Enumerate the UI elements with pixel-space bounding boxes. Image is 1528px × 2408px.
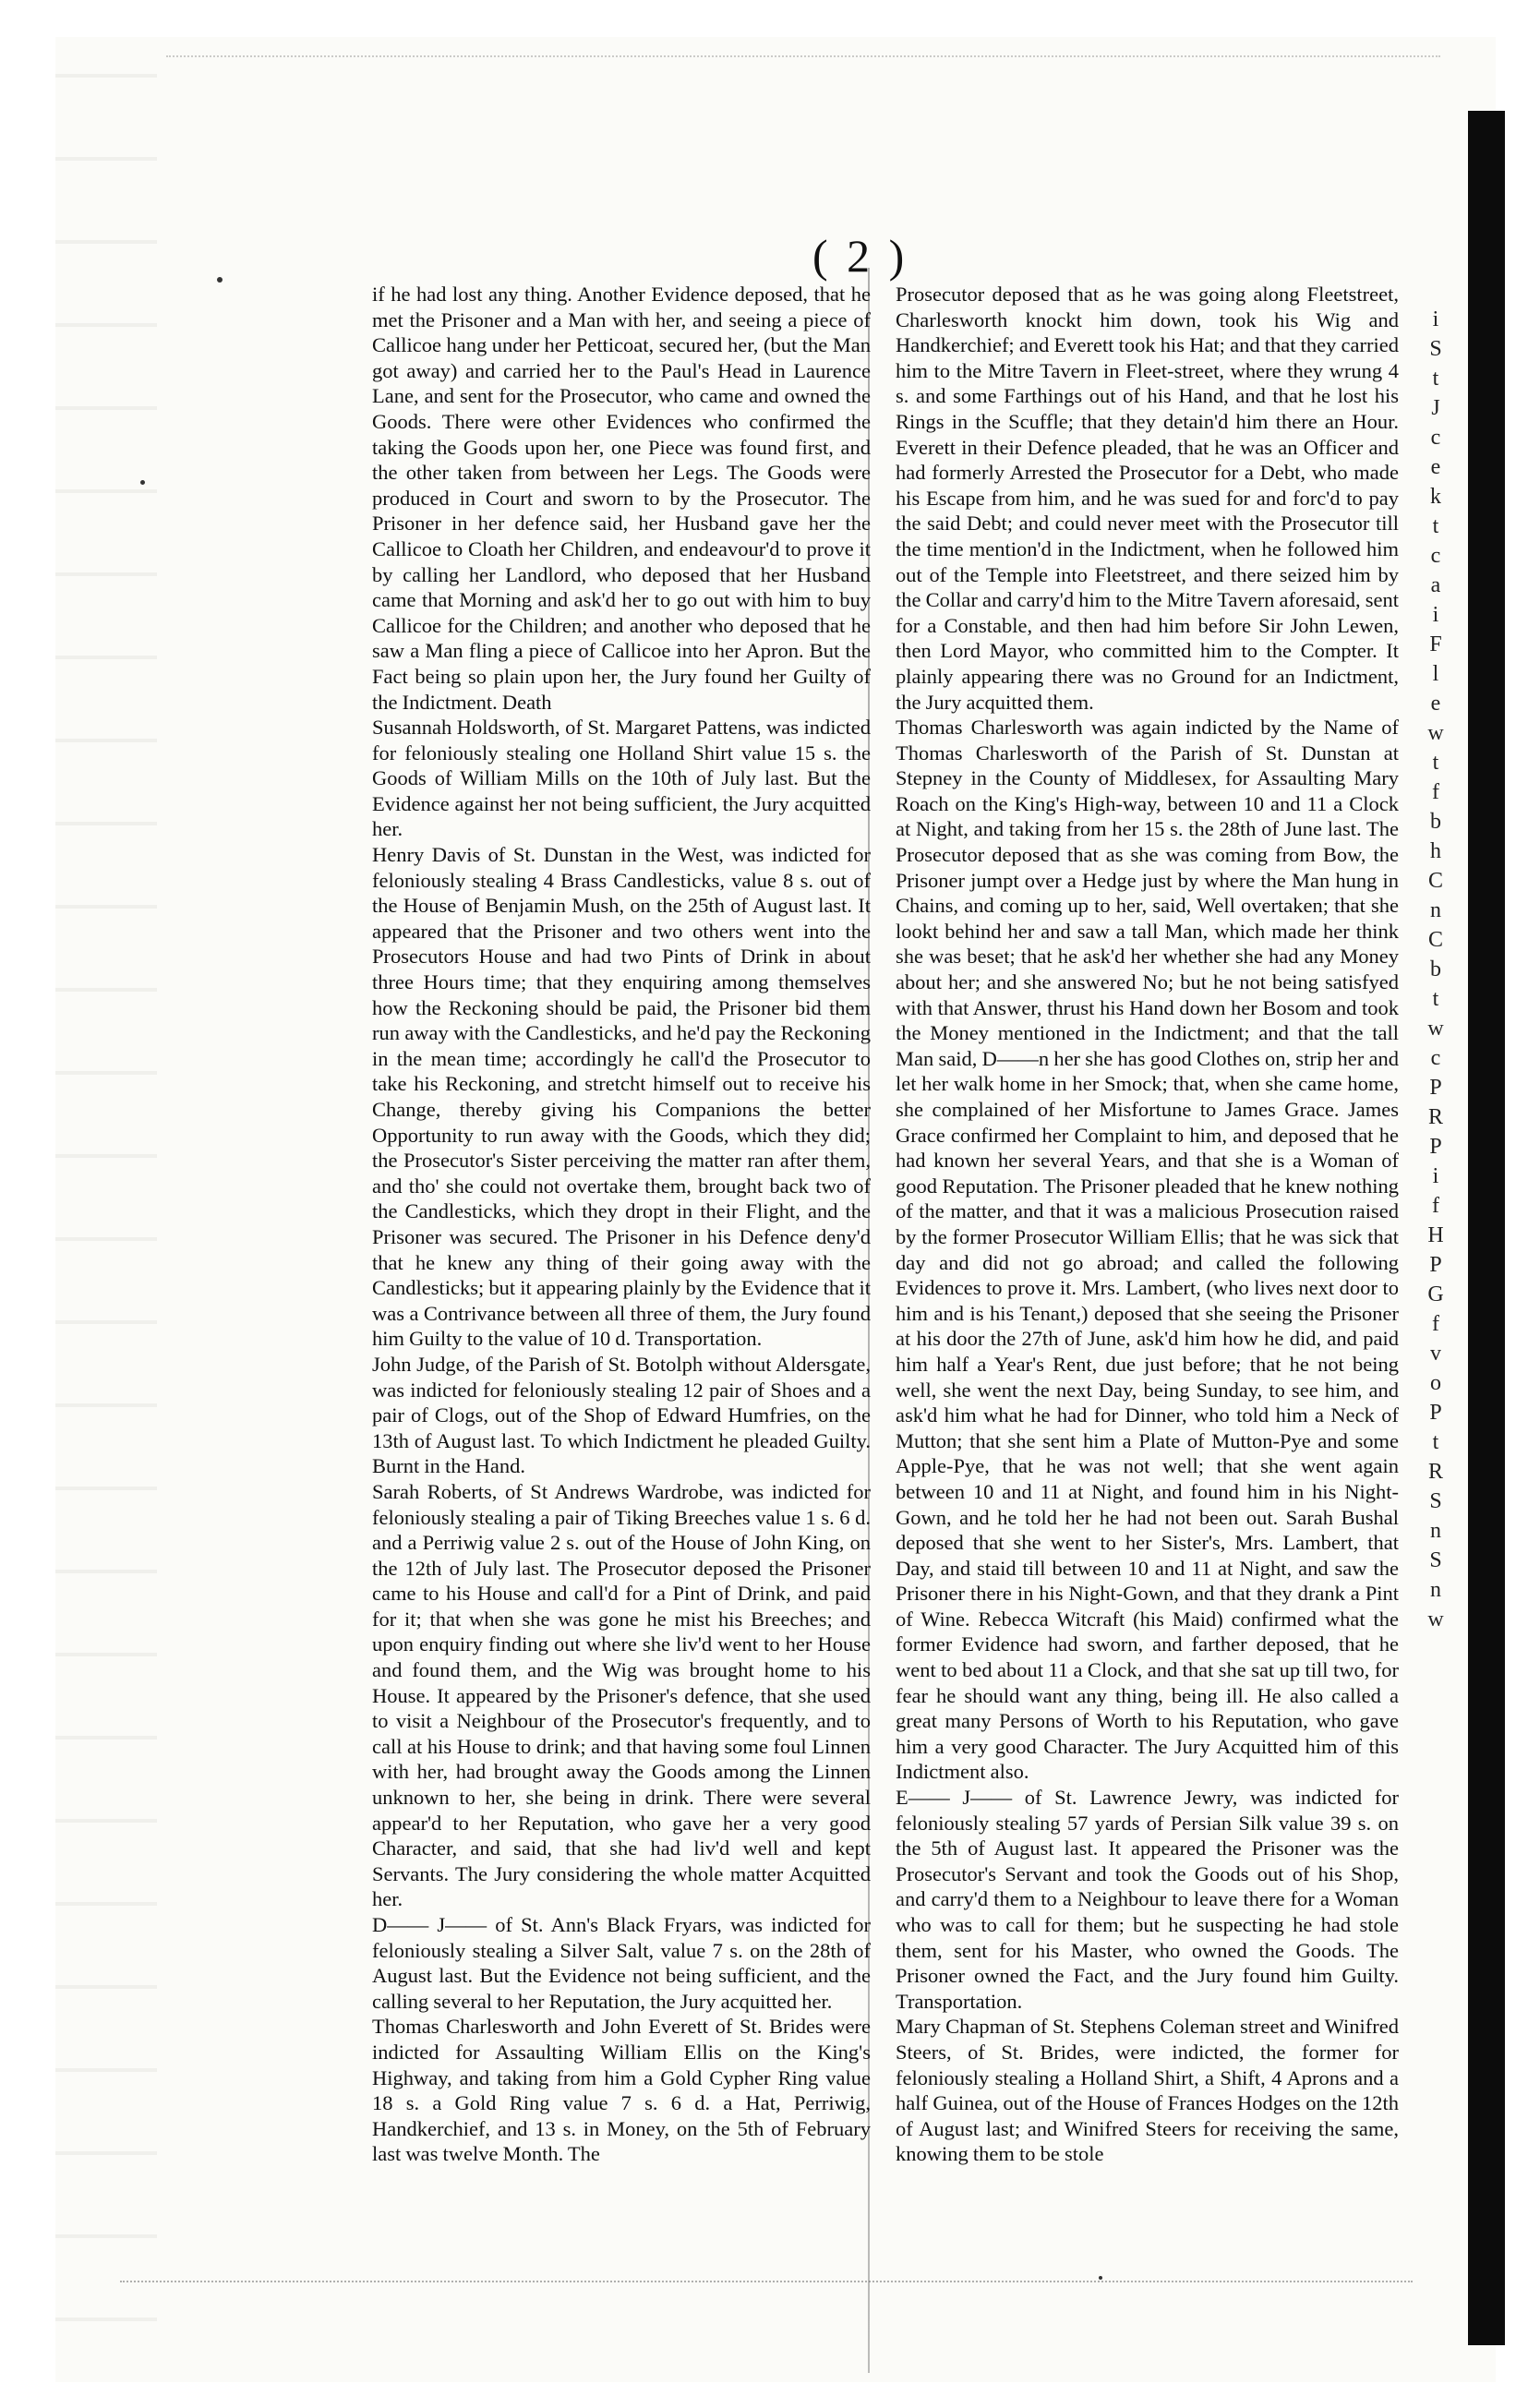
- edge-letter: t: [1432, 987, 1439, 1011]
- edge-letter: t: [1432, 1430, 1439, 1454]
- edge-letter: b: [1430, 810, 1441, 834]
- edge-letter: n: [1430, 1578, 1441, 1602]
- edge-letter: c: [1430, 544, 1441, 568]
- paragraph: Thomas Charlesworth was again indicted by the Name of Thomas Charlesworth of the Parish of St. Dunstan at Stepney in the County of Middlesex, for Assaulting Mary Roach on the King's High-way, between 10 and 11 a Clock at Night, and taking from her 15 s. the 28th of June last. The Prosecutor deposed that as she was coming from Bow, the Prisoner jumpt over a Hedge just by where the Man hung in Chains, and coming up to her, said, Well overtaken; that she lookt behind her and saw a tall Man, which made her think she was beset; that he ask'd her whether she had any Money about her; and she answered No; but he not being satisfyed with that Answer, thrust his Hand down her Bosom and took the Money mentioned in the Indictment; and that the tall Man said, D——n her she has good Clothes on, strip her and let her walk home in her Smock; that, when she came home, she complained of her Misfortune to James Grace. James Grace confirmed her Complaint to him, and deposed that he had known her several Years, and that she is a Woman of good Reputation. The Prisoner pleaded that he knew nothing of the matter, and that it was a malicious Prosecution raised by the former Prosecutor William Ellis; that he was sick that day and did not go abroad; and called the following Evidences to prove it. Mrs. Lambert, (who lives next door to him and is his Tenant,) deposed that she seeing the Prisoner at his door the 27th of June, ask'd him how he did, and paid him half a Year's Rent, due just before; that he not being well, she went the next Day, being Sunday, to see him, and ask'd him what he had for Dinner, who told him a Neck of Mutton; that she sent him a Plate of Mutton-Pye and some Apple-Pye, that he was not well; that she went again between 10 and 11 at Night, and found him in his Night-Gown, and he told her he had not been out. Sarah Bushal deposed that she went to her Sister's, Mrs. Lambert, that Day, and staid till between 10 and 11 at Night, and saw the Prisoner there in his Night-Gown, and that they drank a Pint of Wine. Rebecca Witcraft (his Maid) confirmed what the former Evidence had sworn, and farther deposed, that he went to bed about 11 a Clock, and that she sat up till two, for fear he should want any thing, being ill. He also called a great many Persons of Worth to his Reputation, who gave him a very good Character. The Jury Acquitted him of this Indictment also.: [896, 716, 1399, 1784]
- paragraph: Mary Chapman of St. Stephens Coleman street and Winifred Steers, of St. Brides, were indicted, the former for feloniously stealing a Holland Shirt, a Shift, 4 Aprons and a half Guinea, out of the House of Frances Hodges on the 12th of August last; and Winifred Steers for receiving the same, knowing them to be stole: [896, 2015, 1399, 2166]
- edge-letter: l: [1432, 662, 1439, 686]
- edge-letter: a: [1430, 573, 1441, 597]
- edge-letter: t: [1432, 751, 1439, 775]
- paragraph: Prosecutor deposed that as he was going along Fleetstreet, Charlesworth knockt him down, took his Wig and Handkerchief; and Everett took his Hat; and that they carried him to the Mitre Tavern in Fleet-street, where they wrung 4 s. and some Farthings out of his Hand, and that he lost his Rings in the Scuffle; that they detain'd him there an Hour. Everett in their Defence pleaded, that he was an Officer and had formerly Arrested the Prosecutor for a Debt, who made his Escape from him, and he was sued for and forc'd to pay the said Debt; and could never meet with the Prosecutor till the time mention'd in the Indictment, when he followed him out of the Temple into Fleetstreet, and there seized him by the Collar and carry'd him to the Mitre Tavern aforesaid, sent for a Constable, and then had him before Sir John Lewen, then Lord Mayor, who committed him to the Compter. It plainly appearing there was no Ground for an Indictment, the Jury acquitted them.: [896, 283, 1400, 714]
- edge-letter: f: [1432, 780, 1439, 804]
- edge-letter: c: [1430, 426, 1441, 450]
- paragraph: D—— J—— of St. Ann's Black Fryars, was indicted for feloniously stealing a Silver Salt, value 7 s. on the 28th of August last. But the Evidence not being sufficient, and the calling several to her Reputation, the Jury acquitted her.: [372, 1913, 871, 2013]
- edge-letter: S: [1429, 1548, 1442, 1572]
- page-number: ( 2 ): [812, 230, 908, 282]
- paragraph: Henry Davis of St. Dunstan in the West, was indicted for feloniously stealing 4 Brass Candlesticks, value 8 s. out of the House of Benjamin Mush, on the 25th of August last. It appeared that the Prisoner and two others went into the Prosecutors House and had two Pints of Drink in about three Hours time; that they enquiring among themselves how the Reckoning should be paid, the Prisoner bid them run away with the Candlesticks, and he'd pay the Reckoning in the mean time; accordingly he call'd the Prosecutor to take his Reckoning, and stretcht himself out to receive his Change, thereby giving his Companions the better Opportunity to run away with the Goods, which they did; the Prosecutor's Sister perceiving the matter ran after them, and tho' she could not overtake them, brought back two of the Candlesticks, which they dropt in their Flight, and the Prisoner was secured. The Prisoner in his Defence deny'd that he knew any thing of their going away with the Candlesticks; but it appearing plainly by the Evidence that it was a Contrivance between all three of them, the Jury found him Guilty to the value of 10 d. Transportation.: [372, 843, 871, 1351]
- edge-letter: f: [1432, 1312, 1439, 1336]
- edge-letter: o: [1430, 1371, 1441, 1395]
- edge-letter: n: [1430, 1519, 1441, 1543]
- scan-dark-edge: [1468, 111, 1505, 2345]
- edge-letter: S: [1429, 1489, 1442, 1513]
- edge-letter: w: [1427, 1017, 1444, 1041]
- edge-letter: G: [1427, 1282, 1444, 1306]
- edge-letter: w: [1427, 721, 1444, 745]
- edge-letter: i: [1432, 307, 1439, 331]
- paragraph: John Judge, of the Parish of St. Botolph without Aldersgate, was indicted for feloniously stealing 12 pair of Shoes and a pair of Clogs, out of the Shop of Edward Humfries, on the 13th of August last. To which Indictment he pleaded Guilty. Burnt in the Hand.: [372, 1352, 871, 1478]
- edge-letter: R: [1427, 1105, 1443, 1129]
- edge-letter: R: [1427, 1460, 1443, 1484]
- edge-letter: t: [1432, 367, 1439, 391]
- edge-letter: e: [1430, 455, 1441, 479]
- edge-letter: i: [1432, 1164, 1439, 1188]
- ink-speck: [1099, 2276, 1102, 2280]
- edge-letter: w: [1427, 1607, 1444, 1631]
- scan-shadow-left: [55, 37, 157, 2382]
- edge-letter: J: [1431, 396, 1440, 420]
- ink-speck: [217, 277, 223, 283]
- edge-letter: v: [1430, 1342, 1441, 1366]
- edge-letter: k: [1430, 485, 1441, 509]
- right-column: [896, 282, 1399, 2167]
- paragraph: Thomas Charlesworth and John Everett of St. Brides were indicted for Assaulting William Ellis on the King's Highway, and taking from him a Gold Cypher Ring value 18 s. a Gold Ring value 7 s. 6 d. a Hat, Perriwig, Handkerchief, and 13 s. in Money, on the 5th of February last was twelve Month. The: [372, 2015, 871, 2166]
- edge-letter: h: [1430, 839, 1441, 863]
- edge-letter: b: [1430, 957, 1441, 981]
- edge-letter: F: [1429, 632, 1442, 656]
- edge-letter: C: [1427, 928, 1443, 952]
- scan-edge-top: [166, 55, 1440, 85]
- edge-letter: P: [1429, 1401, 1442, 1425]
- edge-letter: C: [1427, 869, 1443, 893]
- paragraph: Sarah Roberts, of St Andrews Wardrobe, was indicted for feloniously stealing a pair of Tiking Breeches value 1 s. 6 d. and a Perriwig value 2 s. out of the House of John King, on the 12th of July last. The Prosecutor deposed the Prisoner came to his House and call'd for a Pint of Drink, and paid for it; that when she was gone he mist his Breeches; and upon enquiry finding out where she liv'd went to her House and found them, and the Wig was brought home to his House. It appeared by the Prisoner's defence, that she used to visit a Neighbour of the Prosecutor's frequently, and to call at his House to drink; and that having some foul Linnen with her, had brought away the Goods among the Linnen unknown to her, she being in drink. There were several appear'd to her Reputation, who gave her a very good Character, and said, that she had liv'd well and kept Servants. The Jury considering the whole matter Acquitted her.: [372, 1479, 871, 1911]
- next-page-edge-letters: [1413, 305, 1459, 1634]
- paragraph: if he had lost any thing. Another Evidence deposed, that he met the Prisoner and a Man with her, and seeing a piece of Callicoe hang under her Petticoat, secured her, (but the Man got away) and carried her to the Paul's Head in Laurence Lane, and sent for the Prosecutor, who came and owned the Goods. There were other Evidences who confirmed the taking the Goods upon her, one Piece was found first, and the other taken from between her Legs. The Goods were produced in Court and sworn to by the Prosecutor. The Prisoner in her defence said, her Husband gave her the Callicoe to Cloath her Children, and endeavour'd to prove it by calling her Landlord, who deposed that her Husband came that Morning and ask'd her to go out with him to buy Callicoe for the Children; and another who deposed that he saw a Man fling a piece of Callicoe into her Apron. But the Fact being so plain upon her, the Jury found her Guilty of the Indictment. Death: [372, 283, 871, 714]
- edge-letter: i: [1432, 603, 1439, 627]
- edge-letter: e: [1430, 692, 1441, 716]
- edge-letter: n: [1430, 898, 1441, 922]
- edge-letter: P: [1429, 1253, 1442, 1277]
- edge-letter: c: [1430, 1046, 1441, 1070]
- edge-letter: f: [1432, 1194, 1439, 1218]
- edge-letter: S: [1429, 337, 1442, 361]
- edge-letter: t: [1432, 514, 1439, 538]
- edge-letter: P: [1429, 1076, 1442, 1100]
- ink-speck: [140, 480, 145, 485]
- edge-letter: H: [1427, 1223, 1444, 1247]
- paragraph: E—— J—— of St. Lawrence Jewry, was indicted for feloniously stealing 57 yards of Persian Silk value 39 s. on the 5th of August last. It appeared the Prisoner was the Prosecutor's Servant and took the Goods out of his Shop, and carry'd them to a Neighbour to leave there for a Woman who was to call for them; but he suspecting he had stole them, sent for his Master, who owned the Goods. The Prisoner owned the Fact, and the Jury found him Guilty. Transportation.: [896, 1786, 1399, 2013]
- scan-edge-bottom: [120, 2281, 1413, 2282]
- paragraph: Susannah Holdsworth, of St. Margaret Pattens, was indicted for feloniously stealing one Holland Shirt value 15 s. the Goods of William Mills on the 10th of July last. But the Evidence against her not being sufficient, the Jury acquitted her.: [372, 716, 871, 841]
- edge-letter: P: [1429, 1135, 1442, 1159]
- left-column: [372, 282, 871, 2167]
